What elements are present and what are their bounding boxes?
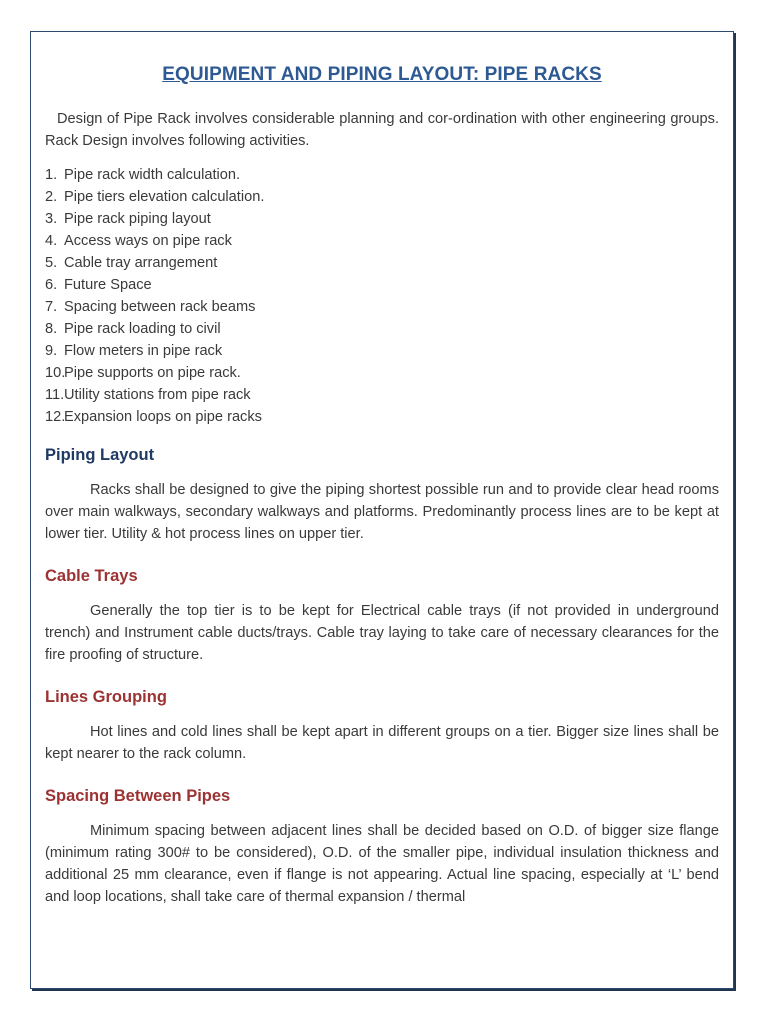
list-item-text: Pipe supports on pipe rack. (64, 365, 241, 381)
list-item-text: Expansion loops on pipe racks (64, 409, 262, 425)
list-item-number: 1. (45, 167, 58, 183)
section-body-lines-grouping: Hot lines and cold lines shall be kept apart in different groups on a tier. Bigger size lines shall be kept nearer to the rack column. (45, 724, 719, 762)
list-item (45, 186, 719, 208)
list-item-number: 4. (45, 233, 58, 249)
document-content (45, 64, 719, 930)
list-item-text: Utility stations from pipe rack (64, 387, 251, 403)
list-item (45, 384, 719, 406)
list-item-number: 11. (45, 387, 65, 403)
list-item (45, 274, 719, 296)
list-item (45, 362, 719, 384)
list-item (45, 406, 719, 428)
list-item-text: Cable tray arrangement (64, 255, 218, 271)
list-item-number: 12. (45, 409, 66, 425)
list-item-number: 2. (45, 189, 58, 205)
list-item-text: Future Space (64, 277, 152, 293)
list-item (45, 318, 719, 340)
list-item-number: 8. (45, 321, 58, 337)
list-item (45, 296, 719, 318)
list-item-text: Pipe tiers elevation calculation. (64, 189, 265, 205)
list-item-text: Flow meters in pipe rack (64, 343, 223, 359)
list-item (45, 252, 719, 274)
document-page (30, 31, 734, 989)
list-item-number: 5. (45, 255, 58, 271)
list-item-number: 3. (45, 211, 58, 227)
list-item-text: Spacing between rack beams (64, 299, 256, 315)
list-item-number: 9. (45, 343, 58, 359)
list-item-number: 7. (45, 299, 58, 315)
list-item (45, 340, 719, 362)
section-heading-lines-grouping: Lines Grouping (45, 688, 167, 706)
section-body-piping-layout: Racks shall be designed to give the piping shortest possible run and to provide clear head rooms over main walkways, secondary walkways and platforms. Predominantly process lines are to be kept at lower tier. Utility & hot process lines on upper tier. (45, 482, 719, 542)
list-item-text: Pipe rack width calculation. (64, 167, 241, 183)
section-heading-spacing-between-pipes: Spacing Between Pipes (45, 787, 231, 805)
list-item (45, 164, 719, 186)
intro-paragraph: Design of Pipe Rack involves considerable planning and cor-ordination with other engineering groups. Rack Design involves following activities. (45, 111, 719, 149)
list-item-text: Access ways on pipe rack (64, 233, 232, 249)
section-body-spacing-between-pipes: Minimum spacing between adjacent lines shall be decided based on O.D. of bigger size flange (minimum rating 300# to be considered), O.D. of the smaller pipe, individual insulation thickness and additional 25 mm clearance, even if flange is not appearing. Actual line spacing, especially at ‘L’ bend and loop locations, shall take care of thermal expansion / thermal (45, 823, 719, 905)
list-item-text: Pipe rack piping layout (64, 211, 211, 227)
activities-list (45, 164, 719, 428)
list-item-number: 10. (45, 365, 66, 381)
section-heading-piping-layout: Piping Layout (45, 446, 155, 464)
list-item-number: 6. (45, 277, 58, 293)
list-item-text: Pipe rack loading to civil (64, 321, 221, 337)
section-body-cable-trays: Generally the top tier is to be kept for Electrical cable trays (if not provided in underground trench) and Instrument cable ducts/trays. Cable tray laying to take care of necessary clearances for the fire proofing of structure. (45, 603, 719, 663)
list-item (45, 208, 719, 230)
list-item (45, 230, 719, 252)
document-title: EQUIPMENT AND PIPING LAYOUT: PIPE RACKS (162, 64, 602, 85)
section-heading-cable-trays: Cable Trays (45, 567, 138, 585)
